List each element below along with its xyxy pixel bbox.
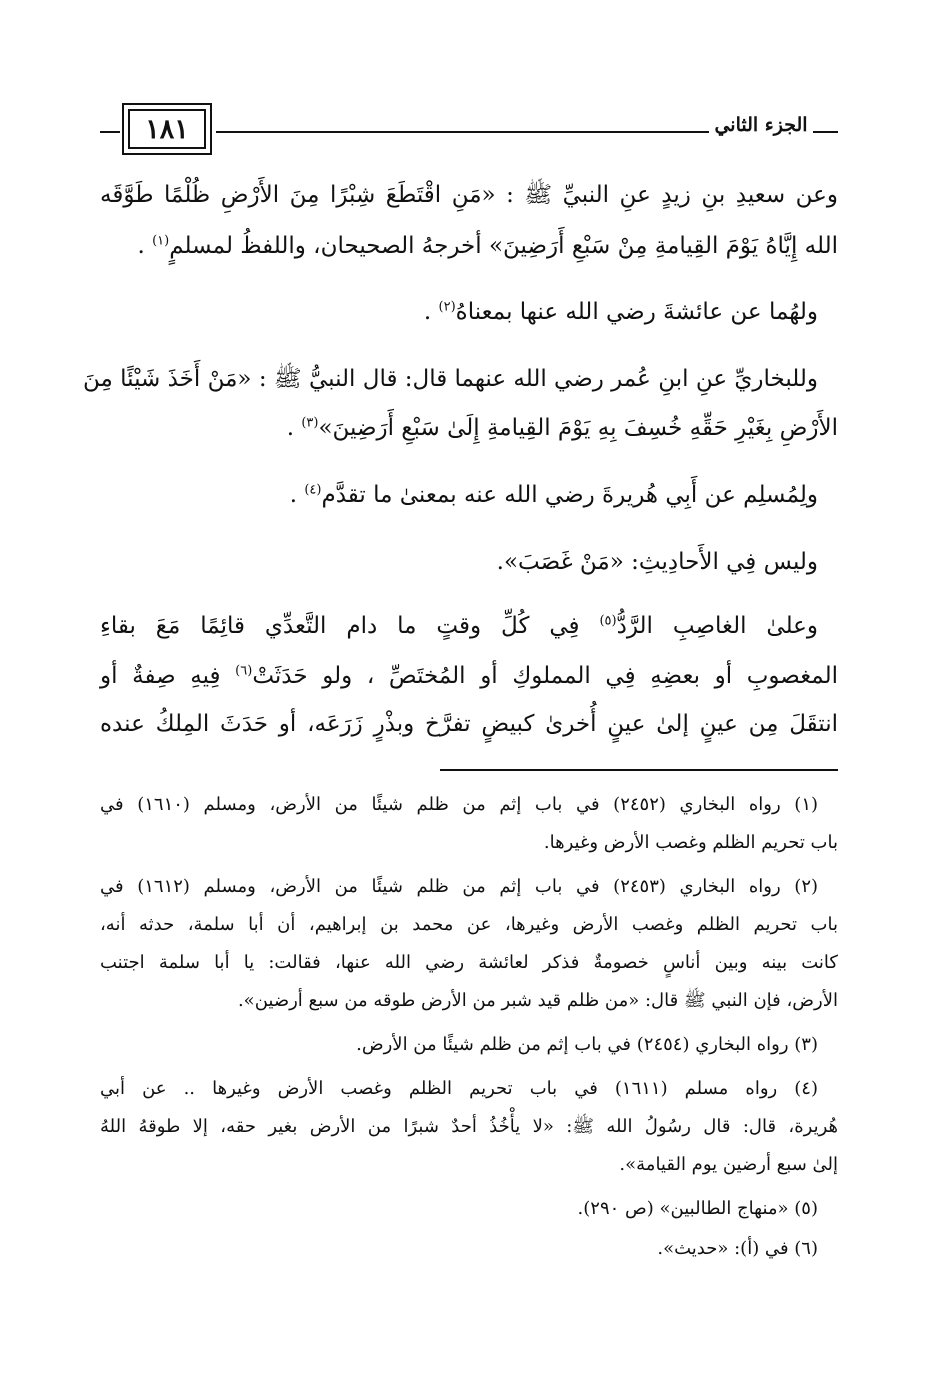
p6-line2b: فِيهِ صِفةٌ أو bbox=[100, 663, 221, 689]
p5-line1: وليس فِي الأَحادِيثِ: «مَنْ غَصَبَ». bbox=[496, 549, 818, 575]
footnote-2-line4: الأرض، فإن النبي ﷺ قال: «من ظلم قيد شبر من الأرض طوقه من سبع أرضين». bbox=[237, 990, 838, 1011]
footnote-2-line2: باب تحريم الظلم وغصب الأرض وغيرها، عن محمد بن إبراهيم، أن أبا سلمة، حدثه أنه، bbox=[100, 914, 838, 935]
p6-line2a: المغصوبِ أو بعضِهِ فِي المملوكِ أو المُختَصِّ ، ولو حَدَثَتْ bbox=[252, 663, 838, 689]
p1-line1: وعن سعيدِ بنِ زيدٍ عنِ النبيِّ ﷺ : «مَنِ اقْتَطَعَ شِبْرًا مِنَ الأَرْضِ ظُلْمًا طَوَّقَه bbox=[100, 182, 838, 208]
p4-text: ولِمُسلِم عن أَبِي هُريرةَ رضي الله عنه بمعنىٰ ما تقدَّم bbox=[321, 482, 818, 508]
footnote-2-line3: كانت بينه وبين أناسٍ خصومةٌ فذكر لعائشة رضي الله عنها، فقالت: يا أبا سلمة اجتنب bbox=[100, 952, 838, 973]
footnote-4-line1: (٤) رواه مسلم (١٦١١) في باب تحريم الظلم وغصب الأرض وغيرها .. عن أبي bbox=[100, 1078, 818, 1099]
footnote-ref-1: (١) bbox=[152, 233, 170, 249]
p2-line1: ولهُما عن عائشةَ رضي الله عنها بمعناهُ$^{(٢)}$ . bbox=[423, 299, 818, 325]
p2-text: ولهُما عن عائشةَ رضي الله عنها بمعناهُ bbox=[455, 299, 818, 325]
footnote-ref-5: (٥) bbox=[599, 613, 617, 629]
footnote-1-line1: (١) رواه البخاري (٢٤٥٢) في باب إثم من ظلم شيئًا من الأرض، ومسلم (١٦١٠) في bbox=[100, 794, 819, 815]
footnote-1-line2: باب تحريم الظلم وغصب الأرض وغيرها. bbox=[543, 832, 838, 853]
footnote-ref-3: (٣) bbox=[301, 415, 319, 431]
footnote-3-line1: (٣) رواه البخاري (٢٤٥٤) في باب إثم من ظلم شيئًا من الأرض. bbox=[356, 1034, 818, 1055]
p6-line1a: وعلىٰ الغاصِبِ الرَّدُّ bbox=[616, 613, 819, 639]
p6-line3: انتقَلَ مِن عينٍ إلىٰ عينٍ أُخرىٰ كبيضٍ تفرَّخ وبذْرٍ زَرَعَه، أو حَدَثَ المِلكُ عنده bbox=[100, 711, 838, 737]
footnotes bbox=[83, 0, 838, 1300]
footnote-6-line1: (٦) في (أ): «حديث». bbox=[657, 1238, 818, 1259]
footnote-ref-2: (٢) bbox=[438, 299, 456, 315]
p3-line1: وللبخاريِّ عنِ ابنِ عُمر رضي الله عنهما قال: قال النبيُّ ﷺ : «مَنْ أَخَذَ شَيْئًا مِنَ bbox=[83, 366, 818, 392]
footnote-4-line2: هُريرة، قال: قال رسُولُ الله ﷺ: «لا يأْخُذُ أحدٌ شبرًا من الأرض بغير حقه، إلا طوقهُ اللهُ bbox=[100, 1116, 838, 1137]
footnote-4-line3: إلىٰ سبع أرضين يوم القيامة». bbox=[619, 1154, 838, 1175]
p4-line1: ولِمُسلِم عن أَبِي هُريرةَ رضي الله عنه بمعنىٰ ما تقدَّم$^{(٤)}$ . bbox=[289, 482, 818, 508]
footnote-2-line1: (٢) رواه البخاري (٢٤٥٣) في باب إثم من ظلم شيئًا من الأرض، ومسلم (١٦١٢) في bbox=[100, 876, 819, 897]
p3-line2: الأَرْضِ بِغَيْرِ حَقِّهِ خُسِفَ بِهِ يَوْمَ القِيامةِ إِلَىٰ سَبْعِ أَرَضِينَ»$^{(٣)}$ . bbox=[286, 415, 838, 441]
p6-line1b: فِي كُلِّ وقتٍ ما دام التَّعدِّي قائِمًا مَعَ بقاءِ bbox=[100, 613, 580, 639]
footnote-5-line1: (٥) «منهاج الطالبين» (ص ٢٩٠). bbox=[577, 1198, 818, 1219]
p1-line2-text: الله إِيَّاهُ يَوْمَ القِيامةِ مِنْ سَبْعِ أَرَضِينَ» أخرجهُ الصحيحان، واللفظُ لمسلمٍ bbox=[169, 233, 838, 259]
page-number: ١٨١ bbox=[128, 109, 206, 149]
footnote-ref-4: (٤) bbox=[304, 482, 322, 498]
footnote-ref-6: (٦) bbox=[235, 663, 253, 679]
p3-line2-text: الأَرْضِ بِغَيْرِ حَقِّهِ خُسِفَ بِهِ يَوْمَ القِيامةِ إِلَىٰ سَبْعِ أَرَضِينَ» bbox=[318, 415, 838, 441]
p1-line2: الله إِيَّاهُ يَوْمَ القِيامةِ مِنْ سَبْعِ أَرَضِينَ» أخرجهُ الصحيحان، واللفظُ لمسلمٍ$^{(١)}$ . bbox=[137, 233, 838, 259]
part-title: الجزء الثاني bbox=[714, 114, 808, 136]
